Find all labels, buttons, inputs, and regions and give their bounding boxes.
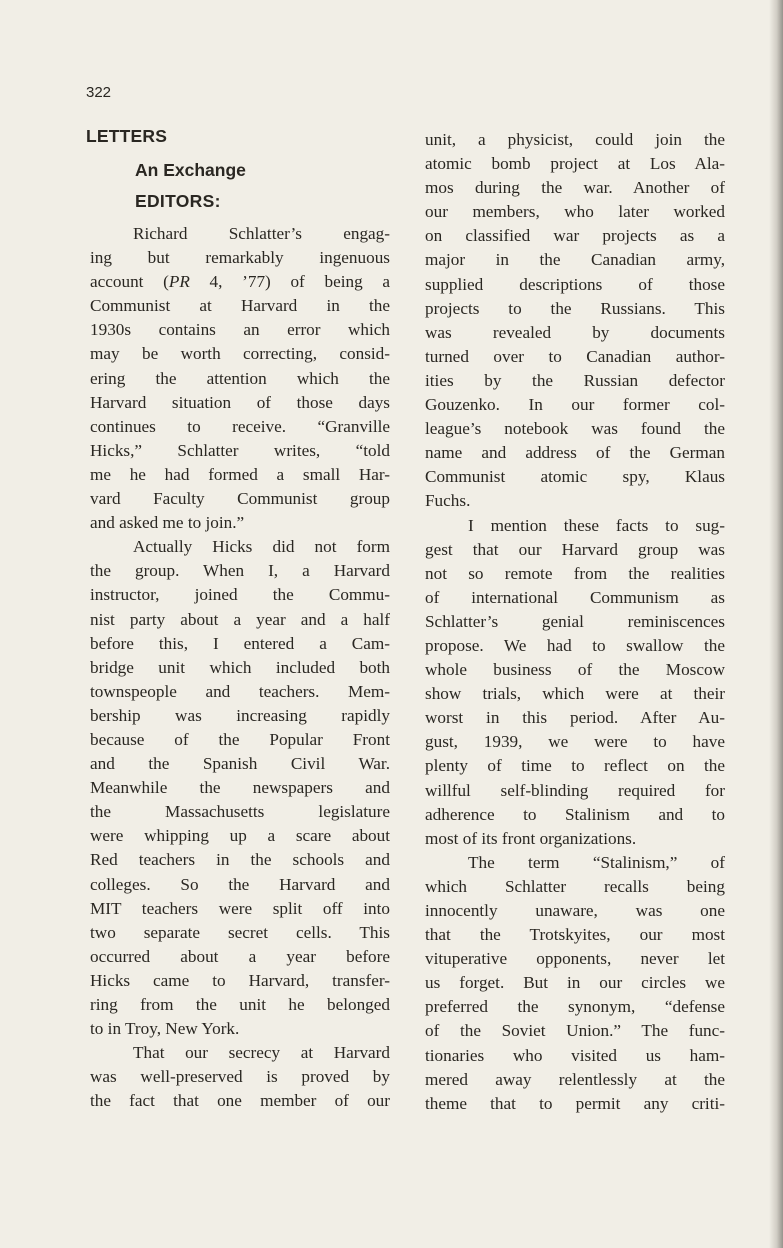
text-line: us forget. But in our circles we	[425, 973, 725, 993]
section-title: LETTERS	[86, 126, 168, 146]
text-line: on classified war projects as a	[425, 226, 725, 246]
text-line: bership was increasing rapidly	[90, 705, 390, 725]
text-line: was well-preserved is proved by	[90, 1067, 390, 1087]
page-edge-shadow	[769, 0, 783, 1248]
text-line: preferred the synonym, “defense	[425, 997, 725, 1017]
text-line: Harvard situation of those days	[90, 392, 390, 412]
text-line: to in Troy, New York.	[90, 1019, 240, 1039]
text-line: the group. When I, a Harvard	[90, 561, 390, 581]
text-line: Red teachers in the schools and	[90, 850, 390, 870]
text-line: Fuchs.	[425, 491, 471, 511]
text-line: ing but remarkably ingenuous	[90, 248, 390, 268]
text-line: vituperative opponents, never let	[425, 949, 725, 969]
text-line: not so remote from the realities	[425, 563, 725, 583]
text-line: vard Faculty Communist group	[90, 489, 390, 509]
text-line: Schlatter’s genial reminiscences	[425, 611, 725, 631]
text-line: That our secrecy at Harvard	[133, 1043, 390, 1063]
text-line: projects to the Russians. This	[425, 298, 725, 318]
text-line: turned over to Canadian author-	[425, 346, 725, 366]
text-line: were whipping up a scare about	[90, 826, 390, 846]
text-line: continues to receive. “Granville	[90, 416, 390, 436]
text-line: atomic bomb project at Los Ala-	[425, 154, 725, 174]
text-line: bridge unit which included both	[90, 657, 390, 677]
text-line: major in the Canadian army,	[425, 250, 725, 270]
text-line: Communist at Harvard in the	[90, 296, 390, 316]
text-line: may be worth correcting, consid-	[90, 344, 390, 364]
left-text-column	[90, 222, 390, 1113]
text-line: theme that to permit any criti-	[425, 1093, 725, 1113]
text-line: show trials, which were at their	[425, 684, 725, 704]
text-line: ering the attention which the	[90, 368, 390, 388]
text-line: which Schlatter recalls being	[425, 876, 725, 896]
text-line: most of its front organizations.	[425, 828, 637, 848]
text-line: Richard Schlatter’s engag-	[133, 224, 390, 243]
text-fragment: account (	[90, 272, 169, 292]
text-line: the Massachusetts legislature	[90, 802, 390, 822]
text-line: Communist atomic spy, Klaus	[425, 467, 725, 487]
text-line: supplied descriptions of those	[425, 274, 725, 294]
text-line: townspeople and teachers. Mem-	[90, 681, 390, 701]
letter-subtitle: An Exchange	[135, 160, 246, 180]
text-line: was revealed by documents	[425, 322, 725, 342]
text-fragment: 4, ’77) of being a	[189, 272, 390, 292]
text-line: Hicks came to Harvard, transfer-	[90, 970, 390, 990]
text-line: unit, a physicist, could join the	[425, 130, 725, 149]
page-number: 322	[86, 84, 112, 101]
text-line: me he had formed a small Har-	[90, 464, 390, 484]
text-line: tionaries who visited us ham-	[425, 1045, 725, 1065]
letter-salutation: EDITORS:	[135, 191, 221, 211]
journal-abbreviation: PR	[168, 272, 190, 292]
text-line: I mention these facts to sug-	[468, 515, 725, 535]
text-line: ring from the unit he belonged	[90, 995, 390, 1014]
text-line: propose. We had to swallow the	[425, 635, 725, 655]
text-line: and the Spanish Civil War.	[90, 754, 390, 774]
text-line: Gouzenko. In our former col-	[425, 395, 725, 415]
text-line: adherence to Stalinism and to	[425, 804, 725, 824]
text-line: before this, I entered a Cam-	[90, 633, 390, 653]
text-line: two separate secret cells. This	[90, 922, 390, 942]
text-line: name and address of the German	[425, 443, 725, 463]
text-line: Meanwhile the newspapers and	[90, 778, 390, 798]
text-line: and asked me to join.”	[90, 513, 245, 533]
text-line: innocently unaware, was one	[425, 901, 725, 920]
text-line: MIT teachers were split off into	[90, 898, 390, 918]
text-line: gust, 1939, we were to have	[425, 732, 725, 752]
text-line: instructor, joined the Commu-	[90, 585, 390, 605]
text-line: gest that our Harvard group was	[425, 539, 725, 559]
text-line: whole business of the Moscow	[425, 660, 725, 680]
text-line: worst in this period. After Au-	[425, 708, 725, 728]
right-text-column	[425, 128, 725, 1116]
text-line: mos during the war. Another of	[425, 178, 725, 198]
text-line: 1930s contains an error which	[90, 320, 390, 340]
text-line: plenty of time to reflect on the	[425, 756, 725, 776]
text-line: the fact that one member of our	[90, 1091, 390, 1111]
text-line: our members, who later worked	[425, 202, 725, 222]
text-line: of international Communism as	[425, 587, 725, 607]
text-line: of the Soviet Union.” The func-	[425, 1021, 725, 1041]
text-line: occurred about a year before	[90, 946, 390, 966]
text-line: nist party about a year and a half	[90, 609, 390, 629]
text-line: The term “Stalinism,” of	[468, 852, 725, 872]
text-line: league’s notebook was found the	[425, 419, 725, 439]
text-line	[90, 270, 390, 294]
text-line: mered away relentlessly at the	[425, 1069, 725, 1089]
text-line: because of the Popular Front	[90, 729, 390, 749]
text-line: Hicks,” Schlatter writes, “told	[90, 440, 390, 460]
text-line: colleges. So the Harvard and	[90, 874, 390, 894]
text-line: ities by the Russian defector	[425, 370, 725, 390]
text-line: Actually Hicks did not form	[133, 537, 390, 557]
text-line: willful self-blinding required for	[425, 780, 725, 800]
text-line: that the Trotskyites, our most	[425, 925, 725, 945]
